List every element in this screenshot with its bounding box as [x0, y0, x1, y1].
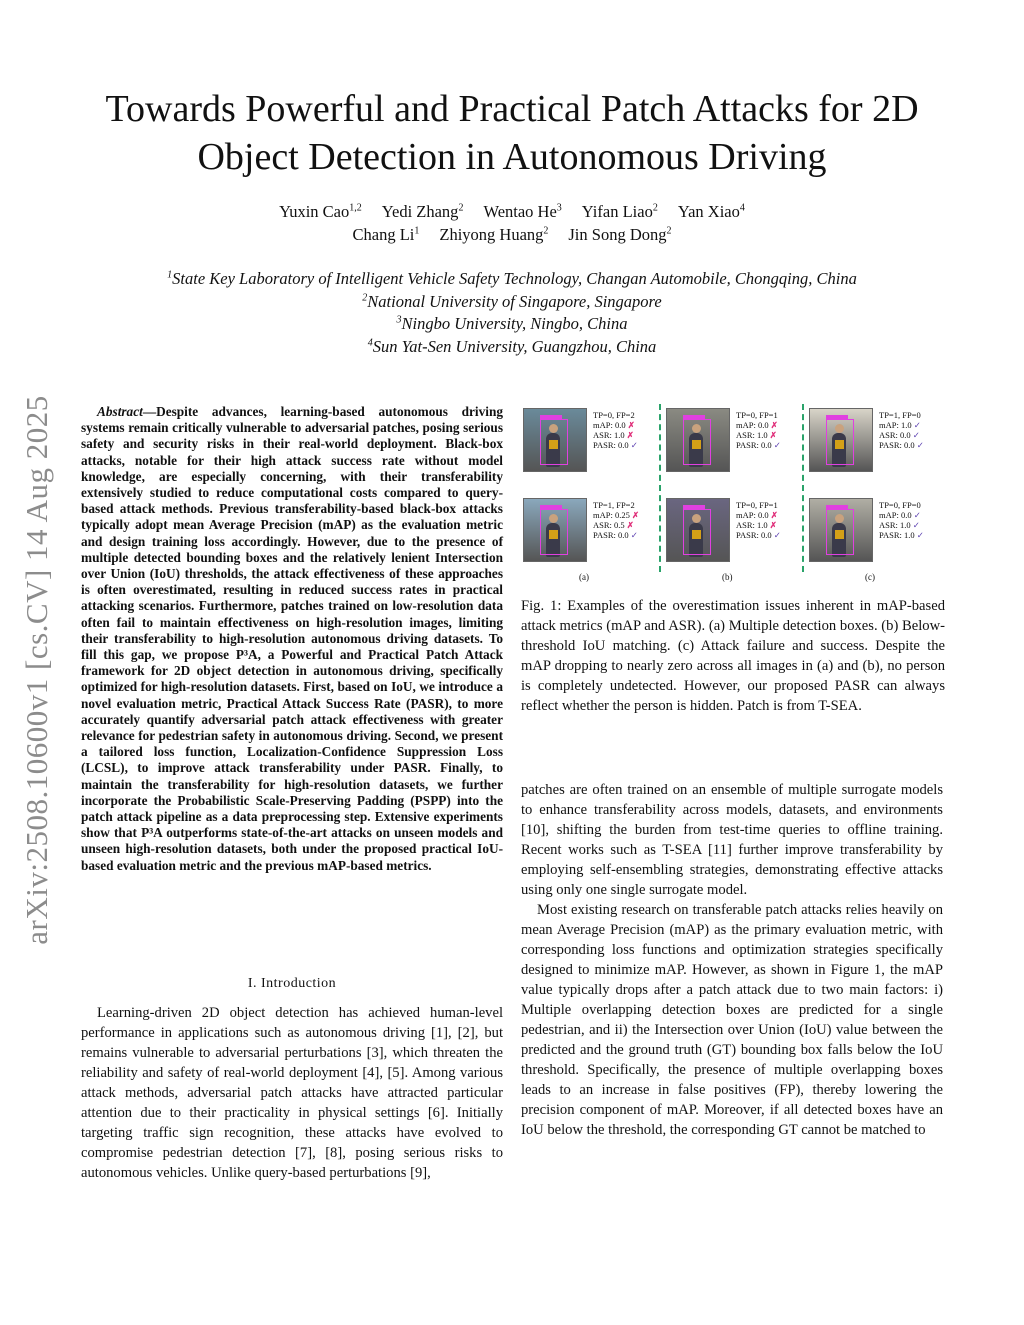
author-line-1 — [100, 200, 924, 223]
author-affil-sup: 3 — [556, 202, 562, 214]
affiliation-text: Ningbo University, Ningbo, China — [401, 314, 628, 333]
metric-text: ASR: 0.5 — [593, 520, 625, 530]
metric-text: ASR: 1.0 — [736, 520, 768, 530]
metric-pasr — [736, 530, 781, 540]
author-name: Wentao He$^3$ — [483, 202, 562, 221]
detection-label — [683, 415, 705, 419]
metric-map — [593, 420, 638, 430]
abstract-lead: Abstract — [97, 404, 143, 419]
detection-box — [683, 509, 711, 555]
figure-panel-b — [664, 406, 798, 582]
check-icon: ✓ — [914, 440, 924, 450]
introduction-body — [81, 1003, 503, 1183]
metric-map — [593, 510, 639, 520]
check-icon: ✓ — [911, 420, 921, 430]
cross-icon: ✗ — [768, 420, 778, 430]
metric-text: ASR: 1.0 — [879, 520, 911, 530]
figure-image — [523, 408, 587, 472]
metric-text: PASR: 0.0 — [736, 440, 772, 450]
metric-pasr — [593, 440, 638, 450]
author-affil-sup: 2 — [666, 225, 672, 237]
metric-map — [879, 510, 924, 520]
metric-text: PASR: 0.0 — [736, 530, 772, 540]
author-name: Yuxin Cao$^{1,2}$ — [279, 202, 362, 221]
metric-text: mAP: 1.0 — [879, 420, 912, 430]
figure-image — [523, 498, 587, 562]
author-name: Zhiyong Huang$^2$ — [439, 225, 549, 244]
metric-text: TP=0, FP=1 — [736, 500, 778, 510]
metric-pasr — [879, 530, 924, 540]
metric-text: ASR: 1.0 — [736, 430, 768, 440]
metric-readout — [879, 500, 924, 540]
metric-text: mAP: 0.0 — [736, 420, 769, 430]
arxiv-sidebar — [14, 370, 60, 970]
check-icon: ✓ — [628, 530, 638, 540]
metric-text: PASR: 1.0 — [879, 530, 915, 540]
figure-panel-a — [521, 406, 655, 582]
introduction-paragraph: Learning-driven 2D object detection has achieved human-level performance in applications such as autonomous driving [1], [2], but remains vulnerable to adversarial perturbations [3], which threaten the reliability and safety of real-world deployment [4], [5]. Among various attack methods, adversarial patch attacks have attracted particular attention due to their practicality in physical settings [6]. Initially targeting traffic sign recognition, these attacks have evolved to compromise pedestrian detection [7], [8], posing serious risks to autonomous vehicles. Unlike query-based perturbations [9], — [81, 1005, 503, 1181]
metric-tpfp — [736, 500, 781, 510]
author-affil-sup: 2 — [652, 202, 658, 214]
metric-pasr — [593, 530, 639, 540]
detection-box — [826, 419, 854, 465]
detection-label — [540, 505, 562, 509]
metric-text: PASR: 0.0 — [879, 440, 915, 450]
check-icon: ✓ — [911, 510, 921, 520]
detection-label — [826, 415, 848, 419]
affiliation-line — [80, 291, 944, 314]
check-icon: ✓ — [910, 430, 920, 440]
author-affil-sup: 4 — [739, 202, 745, 214]
cross-icon: ✗ — [625, 420, 635, 430]
metric-text: ASR: 0.0 — [879, 430, 911, 440]
metric-asr — [593, 520, 639, 530]
detection-box — [683, 419, 711, 465]
author-name: Jin Song Dong$^2$ — [568, 225, 672, 244]
figure-panel-label: (a) — [579, 572, 589, 582]
author-name: Yan Xiao$^4$ — [677, 202, 745, 221]
affiliation-sup: 1 — [167, 269, 173, 281]
affiliation-line — [80, 313, 944, 336]
figure-image — [809, 498, 873, 562]
metric-asr — [879, 430, 924, 440]
metric-tpfp — [593, 500, 639, 510]
affiliation-text: National University of Singapore, Singapore — [367, 291, 662, 311]
check-icon: ✓ — [910, 520, 920, 530]
metric-text: mAP: 0.0 — [593, 420, 626, 430]
metric-text: TP=1, FP=2 — [593, 500, 635, 510]
abstract-text: —Despite advances, learning-based autonomous driving systems remain critically vulnerable to adversarial patches, posing serious safety and security risks in their real-world deployment. Black-box attacks, notable for their high attack success rate without model knowledge, are especially concerning, with their transferability extensively studied to reduce computational costs compared to query-based attack methods. Previous transferability-based black-box attacks typically adopt mean Average Precision (mAP) as the evaluation metric and design training loss accordingly. However, due to the presence of multiple detected bounding boxes and the relatively lenient Intersection over Union (IoU) thresholds, the attack effectiveness of these approaches is often overestimated, resulting in reduced success rates in practical attacking scenarios. Furthermore, patches trained on low-resolution data often fail to maintain effectiveness on high-resolution images, limiting their transferability to high-resolution autonomous driving datasets. To fill this gap, we propose P³A, a Powerful and Practical Patch Attack framework for 2D object detection in autonomous driving, specifically optimized for high-resolution datasets. First, based on IoU, we introduce a novel evaluation metric, Practical Attack Success Rate (PASR), to more accurately quantify adversarial patch attack effectiveness with greater relevance for pedestrian safety in autonomous driving. Second, we present a tailored loss function, Localization-Confidence Suppression Loss (LCSL), to improve attack transferability under PASR. Finally, to maintain the transferability for high-resolution datasets, we further incorporate the Probabilistic Scale-Preserving Padding (PSPP) into the patch attack pipeline as a data preprocessing step. Extensive experiments show that P³A outperforms state-of-the-art attacks on unseen models and unseen high-resolution datasets, both under the proposed practical IoU-based evaluation metric and the previous mAP-based metrics. — [81, 404, 503, 873]
figure-image — [666, 408, 730, 472]
metric-readout — [736, 500, 781, 540]
cross-icon: ✗ — [629, 510, 640, 520]
metric-pasr — [736, 440, 781, 450]
metric-tpfp — [593, 410, 638, 420]
affiliation-sup: 3 — [396, 314, 402, 326]
metric-text: TP=0, FP=0 — [879, 500, 921, 510]
detection-box — [540, 509, 568, 555]
metric-tpfp — [879, 500, 924, 510]
cross-icon: ✗ — [767, 520, 777, 530]
figure-1 — [521, 402, 949, 586]
metric-pasr — [879, 440, 924, 450]
metric-readout — [593, 410, 638, 450]
detection-label — [683, 505, 705, 509]
check-icon: ✓ — [771, 440, 781, 450]
metric-asr — [879, 520, 924, 530]
check-icon: ✓ — [628, 440, 638, 450]
metric-asr — [593, 430, 638, 440]
author-line-2 — [100, 223, 924, 246]
metric-text: PASR: 0.0 — [593, 440, 629, 450]
metric-readout — [879, 410, 924, 450]
affiliation-sup: 4 — [367, 337, 373, 348]
detection-label — [540, 415, 562, 419]
arxiv-identifier: arXiv:2508.10600v1 [cs.CV] 14 Aug 2025 — [19, 395, 54, 945]
detection-box — [826, 509, 854, 555]
metric-text: TP=1, FP=0 — [879, 410, 921, 420]
affiliation-line — [80, 268, 944, 291]
metric-text: ASR: 1.0 — [593, 430, 625, 440]
affiliation-sup: 2 — [362, 292, 368, 303]
figure-image — [809, 408, 873, 472]
abstract — [81, 404, 503, 874]
author-name: Yedi Zhang$^2$ — [381, 202, 464, 221]
figure-image — [666, 498, 730, 562]
right-paragraph-1: patches are often trained on an ensemble of multiple surrogate models to enhance transferability across models, datasets, and environments [10], shifting the burden from test-time queries to offline training. Recent works such as T-SEA [11] further improve transferability by employing self-ensembling strategies, demonstrating effective attacks using only one single surrogate model. — [521, 782, 943, 898]
metric-text: TP=0, FP=2 — [593, 410, 635, 420]
cross-icon: ✗ — [768, 510, 778, 520]
right-paragraph-2: Most existing research on transferable patch attacks relies heavily on mean Average Precision (mAP) as the primary evaluation metric, with corresponding loss functions and optimization strategies specifically designed to minimize mAP. However, as shown in Figure 1, the mAP value typically drops after a patch attack due to two main factors: i) Multiple overlapping detection boxes are predicted for a single pedestrian, and ii) the Intersection over Union (IoU) value between the predicted and the ground truth (GT) bounding box falls below the IoU threshold. Specifically, the presence of multiple overlapping boxes leads to an increase in false positives (FP), thereby lowering the precision component of mAP. Moreover, if all detected boxes have an IoU below the threshold, the corresponding GT cannot be matched to — [521, 902, 943, 1138]
metric-asr — [736, 430, 781, 440]
panel-separator — [802, 404, 804, 572]
metric-map — [736, 510, 781, 520]
metric-text: mAP: 0.0 — [736, 510, 769, 520]
figure-panel-c — [807, 406, 941, 582]
author-name: Yifan Liao$^2$ — [581, 202, 658, 221]
figure-panel-label: (b) — [722, 572, 733, 582]
affiliation-text: Sun Yat-Sen University, Guangzhou, China — [372, 336, 657, 356]
section-heading-introduction: I. Introduction — [247, 976, 337, 991]
paper-title: Towards Powerful and Practical Patch Attacks for 2D Object Detection in Autonomous Driving — [105, 88, 919, 178]
cross-icon: ✗ — [624, 430, 634, 440]
cross-icon: ✗ — [624, 520, 634, 530]
affiliation-text: State Key Laboratory of Intelligent Vehicle Safety Technology, Changan Automobile, Chongqing, China — [172, 269, 857, 288]
author-list — [100, 200, 924, 246]
metric-tpfp — [736, 410, 781, 420]
author-affil-sup: 2 — [458, 202, 464, 214]
metric-text: mAP: 0.25 — [593, 510, 630, 520]
author-affil-sup: 2 — [543, 225, 549, 237]
metric-text: mAP: 0.0 — [879, 510, 912, 520]
panel-separator — [659, 404, 661, 572]
metric-map — [879, 420, 924, 430]
cross-icon: ✗ — [767, 430, 777, 440]
metric-text: PASR: 0.0 — [593, 530, 629, 540]
figure-caption: Fig. 1: Examples of the overestimation issues inherent in mAP-based attack metrics (mAP and ASR). (a) Multiple detection boxes. (b) Below-threshold IoU matching. (c) Attack failure and success. Despite the mAP dropping to nearly zero across all images in (a) and (b), no person is completely undetected. However, our proposed PASR can always reflect whether the person is hidden. Patch is from T-SEA. — [521, 598, 945, 714]
metric-asr — [736, 520, 781, 530]
check-icon: ✓ — [771, 530, 781, 540]
metric-map — [736, 420, 781, 430]
detection-label — [826, 505, 848, 509]
metric-text: TP=0, FP=1 — [736, 410, 778, 420]
check-icon: ✓ — [914, 530, 924, 540]
metric-tpfp — [879, 410, 924, 420]
affiliation-list — [80, 268, 944, 358]
right-column-body — [521, 780, 943, 1140]
author-name: Chang Li$^1$ — [352, 225, 420, 244]
affiliation-line — [80, 336, 944, 359]
figure-panel-label: (c) — [865, 572, 875, 582]
author-affil-sup: 1 — [414, 225, 420, 237]
metric-readout — [736, 410, 781, 450]
author-affil-sup: 1,2 — [349, 202, 362, 214]
detection-box — [540, 419, 568, 465]
metric-readout — [593, 500, 639, 540]
